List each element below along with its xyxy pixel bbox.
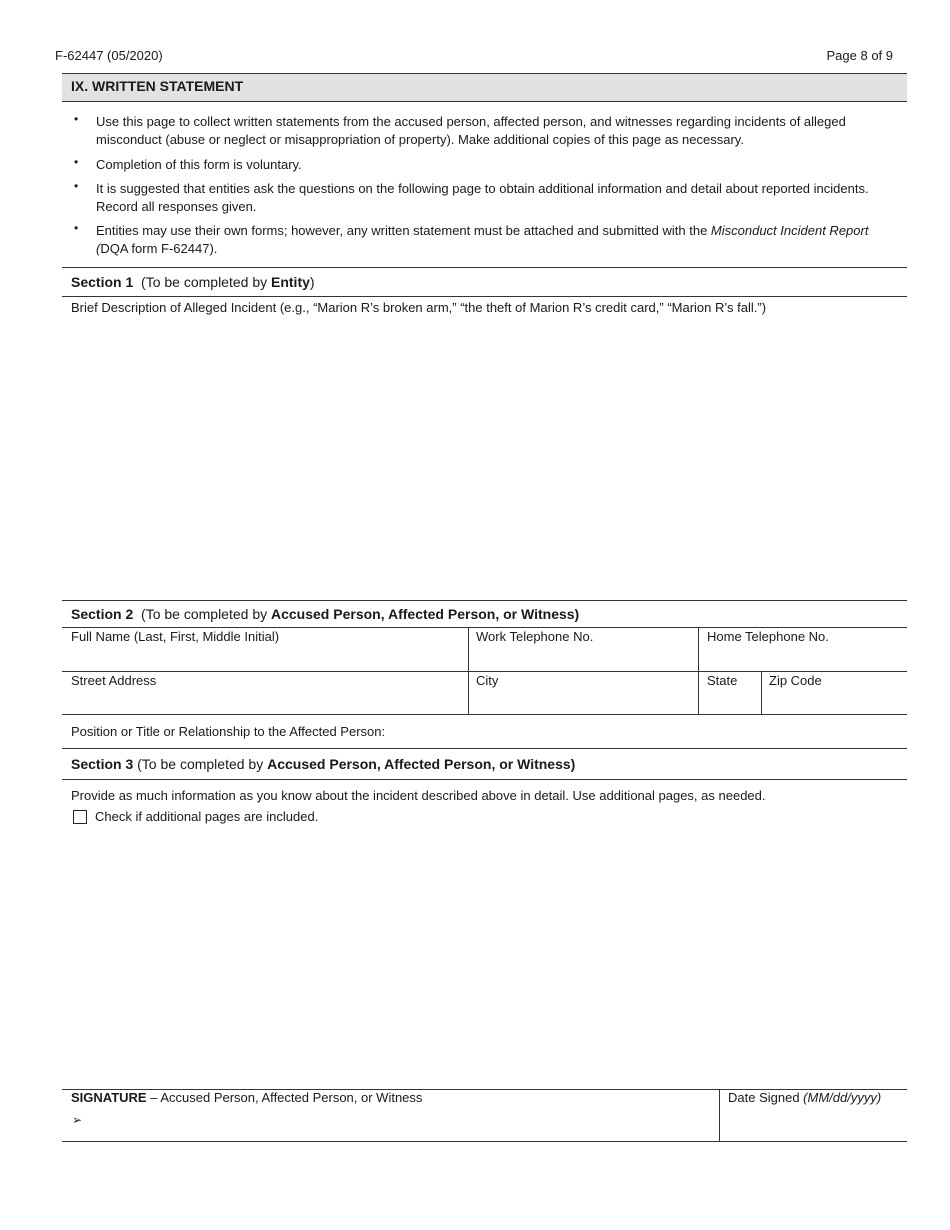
section2-who: Accused Person, Affected Person, or Witness) (271, 606, 580, 622)
section2-heading (71, 605, 579, 623)
divider (468, 627, 469, 714)
bullet-marker: • (74, 155, 79, 169)
zip-code-label: Zip Code (769, 673, 822, 688)
section1-heading (71, 273, 315, 291)
date-format: (MM/dd/yyyy) (803, 1090, 882, 1105)
full-name-field[interactable] (62, 646, 467, 670)
full-name-label: Full Name (Last, First, Middle Initial) (71, 629, 280, 644)
bullet-text (96, 222, 891, 258)
city-label: City (476, 673, 499, 688)
bullet-text-part: DQA form F-62447). (100, 241, 218, 256)
signature-label: SIGNATURE (71, 1090, 147, 1105)
street-address-field[interactable] (62, 690, 467, 713)
bullet-marker: • (74, 179, 79, 193)
form-reference: Misconduct Incident Report ( (96, 223, 869, 256)
section3-instructions: Provide as much information as you know about the incident described above in detail. Use additional pages, as needed. (71, 788, 766, 803)
section3-who: Accused Person, Affected Person, or Witness) (267, 756, 576, 772)
section2-paren: (To be completed by (141, 606, 271, 622)
section1-paren: (To be completed by (141, 274, 271, 290)
section3-label: Section 3 (71, 756, 134, 772)
state-field[interactable] (699, 690, 760, 713)
divider (719, 1089, 720, 1141)
divider (62, 714, 907, 715)
work-phone-label: Work Telephone No. (476, 629, 594, 644)
divider (698, 627, 699, 714)
date-signed-heading (728, 1089, 881, 1107)
page-title: IX. WRITTEN STATEMENT (71, 78, 244, 94)
bullet-text: Completion of this form is voluntary. (96, 157, 302, 172)
date-signed-field[interactable] (722, 1110, 905, 1138)
home-phone-label: Home Telephone No. (707, 629, 829, 644)
work-phone-field[interactable] (469, 646, 697, 670)
section3-heading (71, 755, 575, 773)
section1-label: Section 1 (71, 274, 134, 290)
street-address-label: Street Address (71, 673, 157, 688)
divider (62, 267, 907, 268)
bullet-marker: • (74, 112, 79, 126)
incident-description-label: Brief Description of Alleged Incident (e.g., “Marion R’s broken arm,” “the theft of Marion R’s credit card,” “Marion R’s fall.”) (71, 300, 767, 315)
section-title-bar (62, 73, 907, 102)
divider (62, 779, 907, 780)
divider (761, 671, 762, 714)
signature-label-rest: – Accused Person, Affected Person, or Witness (146, 1090, 423, 1105)
divider (62, 748, 907, 749)
bullet-text-part: Entities may use their own forms; however, any written statement must be attached and submitted with the (96, 223, 711, 238)
signature-heading (71, 1089, 422, 1107)
form-id: F-62447 (05/2020) (55, 48, 163, 63)
incident-description-field[interactable] (62, 318, 907, 598)
section1-who: Entity (271, 274, 310, 290)
home-phone-field[interactable] (699, 646, 907, 670)
divider (62, 296, 907, 297)
bullet-text: It is suggested that entities ask the questions on the following page to obtain additional information and detail about reported incidents. Record all responses given. (96, 181, 869, 214)
state-label: State (707, 673, 738, 688)
section1-paren-close: ) (309, 274, 315, 290)
signature-field[interactable] (90, 1110, 715, 1138)
divider (62, 600, 907, 601)
city-field[interactable] (469, 690, 697, 713)
section3-paren: (To be completed by (133, 756, 268, 772)
section2-label: Section 2 (71, 606, 134, 622)
statement-field[interactable] (62, 830, 907, 1085)
position-field[interactable] (412, 720, 907, 744)
bullet-text: Use this page to collect written statements from the accused person, affected person, and witnesses regarding incidents of alleged misconduct (abuse or neglect or misappropriation of property). Make additional copies of this page as necessary. (96, 114, 846, 147)
bullet-marker: • (74, 221, 79, 235)
additional-pages-checkbox[interactable] (73, 810, 87, 824)
additional-pages-label: Check if additional pages are included. (95, 809, 319, 824)
arrow-icon: ➢ (72, 1113, 83, 1127)
zip-code-field[interactable] (762, 690, 907, 713)
divider (62, 1141, 907, 1142)
position-label: Position or Title or Relationship to the Affected Person: (71, 724, 386, 739)
date-signed-label: Date Signed (728, 1090, 804, 1105)
page-number: Page 8 of 9 (826, 48, 893, 63)
